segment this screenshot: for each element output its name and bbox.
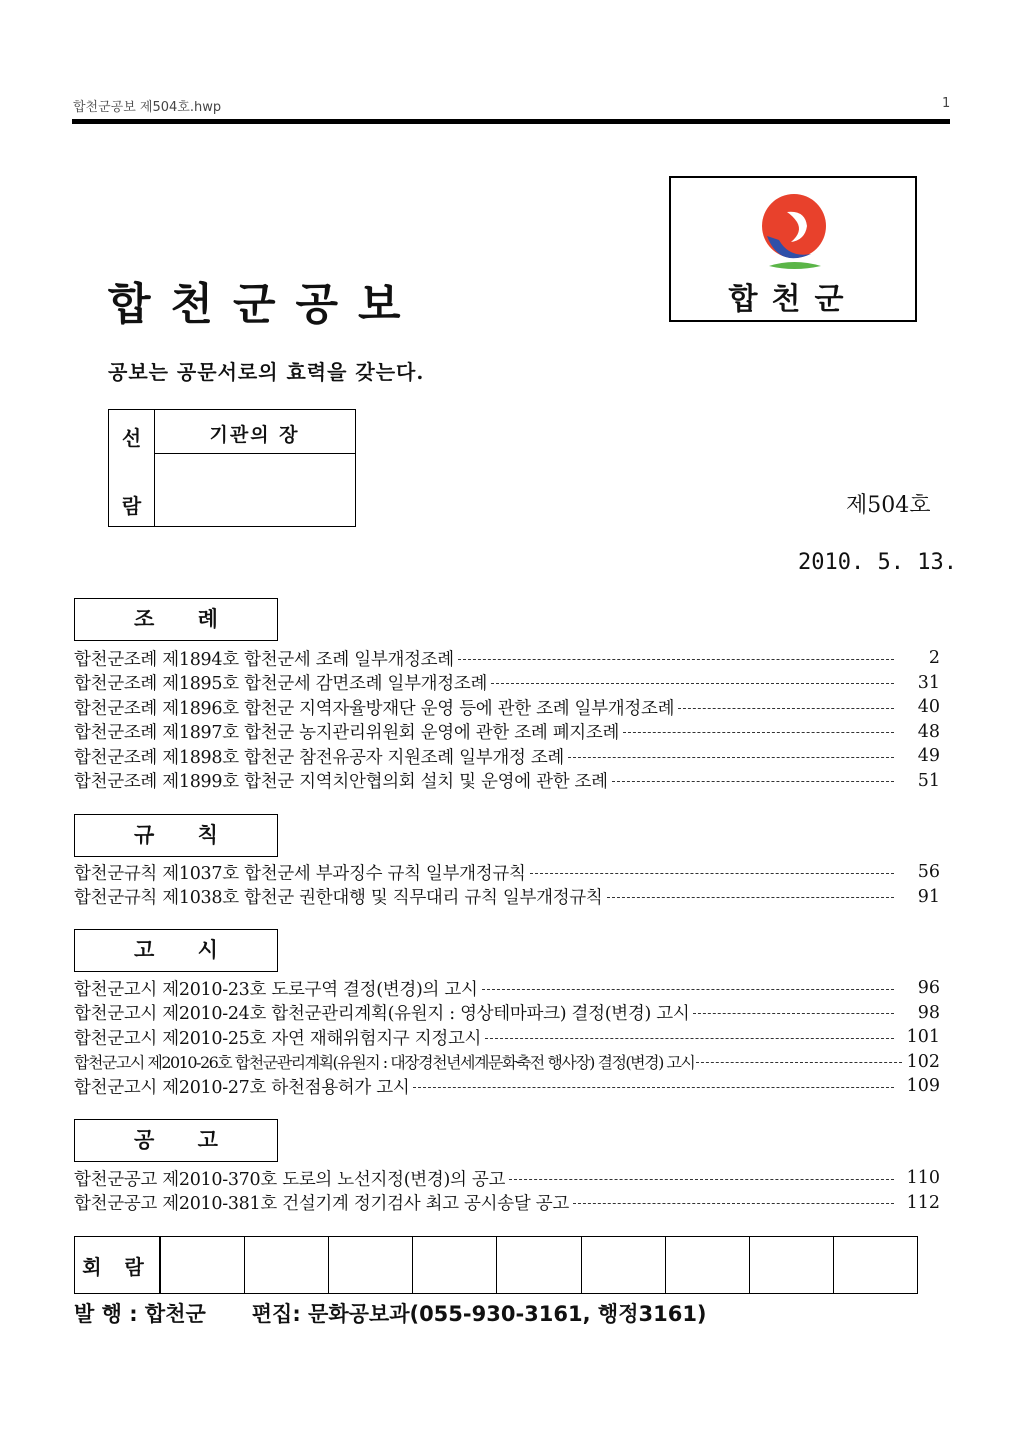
toc-page: 40 [917,697,940,718]
toc-page: 51 [917,770,940,791]
approval-box [108,409,356,527]
circulation-cell [749,1237,833,1293]
toc-row[interactable] [74,769,940,794]
issue-date: 2010. 5. 13. [798,550,957,575]
toc-title: 합천군규칙 제1037호 합천군세 부과징수 규칙 일부개정규칙 [74,863,526,884]
toc-leader [458,659,894,660]
county-emblem-icon [749,188,839,278]
toc-rules [74,860,940,909]
toc-ordinances [74,646,940,793]
section-label: 조 례 [134,607,236,631]
toc-leader [573,1203,894,1204]
toc-page: 109 [906,1076,940,1097]
toc-page: 110 [906,1168,940,1189]
logo-name: 합천군 [728,282,858,317]
toc-row[interactable] [74,695,940,720]
section-header-ordinances [74,598,278,641]
toc-row[interactable] [74,1050,940,1075]
toc-leader [482,989,894,990]
issue-number: 제504호 [846,493,931,518]
page-title: 합천군공보 [108,279,421,330]
section-header-rules [74,814,278,857]
toc-page: 112 [906,1192,940,1213]
toc-title: 합천군조례 제1895호 합천군세 감면조례 일부개정조례 [74,674,488,695]
section-header-announcements [74,1119,278,1162]
toc-page: 91 [917,886,940,907]
toc-row[interactable] [74,720,940,745]
toc-row[interactable] [74,976,940,1001]
section-header-notices [74,929,278,972]
circulation-cell [328,1237,412,1293]
circulation-cell [581,1237,665,1293]
toc-page: 98 [917,1002,940,1023]
approval-label-bottom: 람 [121,494,142,518]
toc-title: 합천군조례 제1897호 합천군 농지관리위원회 운영에 관한 조례 폐지조례 [74,723,620,744]
header-filename: 합천군공보 제504호.hwp [73,100,222,115]
toc-page: 2 [928,648,940,669]
toc-leader [612,781,894,782]
toc-title: 합천군조례 제1894호 합천군세 조례 일부개정조례 [74,649,454,670]
toc-notices [74,976,940,1099]
circulation-cell [412,1237,496,1293]
toc-row[interactable] [74,1191,940,1216]
header-rule [72,119,950,124]
footer-editor: 편집: 문화공보과(055-930-3161, 행정3161) [251,1302,707,1326]
toc-leader [568,757,894,758]
circulation-cell [496,1237,580,1293]
toc-leader [693,1013,894,1014]
toc-row[interactable] [74,744,940,769]
toc-leader [530,873,894,874]
toc-title: 합천군고시 제2010-23호 도로구역 결정(변경)의 고시 [74,979,478,1000]
toc-page: 31 [917,672,940,693]
circulation-label: 회 람 [75,1237,160,1293]
circulation-cell [244,1237,328,1293]
circulation-cell [665,1237,749,1293]
toc-title: 합천군고시 제2010-25호 자연 재해위험지구 지정고시 [74,1028,482,1049]
toc-title: 합천군고시 제2010-27호 하천점용허가 고시 [74,1077,410,1098]
toc-leader [678,708,894,709]
toc-leader [623,732,894,733]
toc-row[interactable] [74,885,940,910]
toc-row[interactable] [74,1001,940,1026]
toc-leader [696,1062,902,1063]
toc-title: 합천군공고 제2010-381호 건설기계 정기검사 최고 공시송달 공고 [74,1194,569,1215]
circulation-cell [160,1237,244,1293]
toc-page: 101 [906,1027,940,1048]
toc-leader [607,897,894,898]
section-label: 고 시 [134,938,236,962]
toc-row[interactable] [74,646,940,671]
toc-leader [413,1087,894,1088]
toc-title: 합천군고시 제2010-26호 합천군관리계획(유원지 : 대장경천년세계문화축전 행사장) 결정(변경) 고시 [74,1053,695,1073]
toc-page: 102 [906,1051,940,1072]
toc-leader [509,1179,894,1180]
footer-publisher: 발 행 : 합천군 [74,1302,206,1326]
toc-title: 합천군조례 제1899호 합천군 지역치안협의회 설치 및 운영에 관한 조례 [74,772,608,793]
toc-announcements [74,1166,940,1215]
toc-title: 합천군조례 제1898호 합천군 참전유공자 지원조례 일부개정 조례 [74,747,565,768]
toc-row[interactable] [74,1025,940,1050]
subtitle: 공보는 공문서로의 효력을 갖는다. [108,360,425,384]
toc-row[interactable] [74,671,940,696]
toc-page: 48 [917,721,940,742]
county-logo [669,176,917,322]
section-label: 규 칙 [134,823,236,847]
approval-divider [154,453,355,454]
approval-label-top: 선 [121,426,142,450]
toc-title: 합천군공고 제2010-370호 도로의 노선지정(변경)의 공고 [74,1169,506,1190]
toc-title: 합천군조례 제1896호 합천군 지역자율방재단 운영 등에 관한 조례 일부개정조례 [74,698,675,719]
toc-leader [485,1038,894,1039]
toc-title: 합천군고시 제2010-24호 합천군관리계획(유원지 : 영상테마파크) 결정(변경) 고시 [74,1004,690,1025]
toc-page: 96 [917,978,940,999]
toc-title: 합천군규칙 제1038호 합천군 권한대행 및 직무대리 규칙 일부개정규칙 [74,888,603,909]
toc-row[interactable] [74,860,940,885]
toc-row[interactable] [74,1074,940,1099]
approval-header: 기관의 장 [209,424,300,446]
toc-row[interactable] [74,1166,940,1191]
footer [74,1298,707,1328]
toc-page: 49 [917,746,940,767]
toc-page: 56 [917,862,940,883]
circulation-table [74,1236,918,1294]
section-label: 공 고 [134,1128,236,1152]
toc-leader [491,683,894,684]
header-page-number: 1 [942,96,951,111]
circulation-cell [833,1237,917,1293]
